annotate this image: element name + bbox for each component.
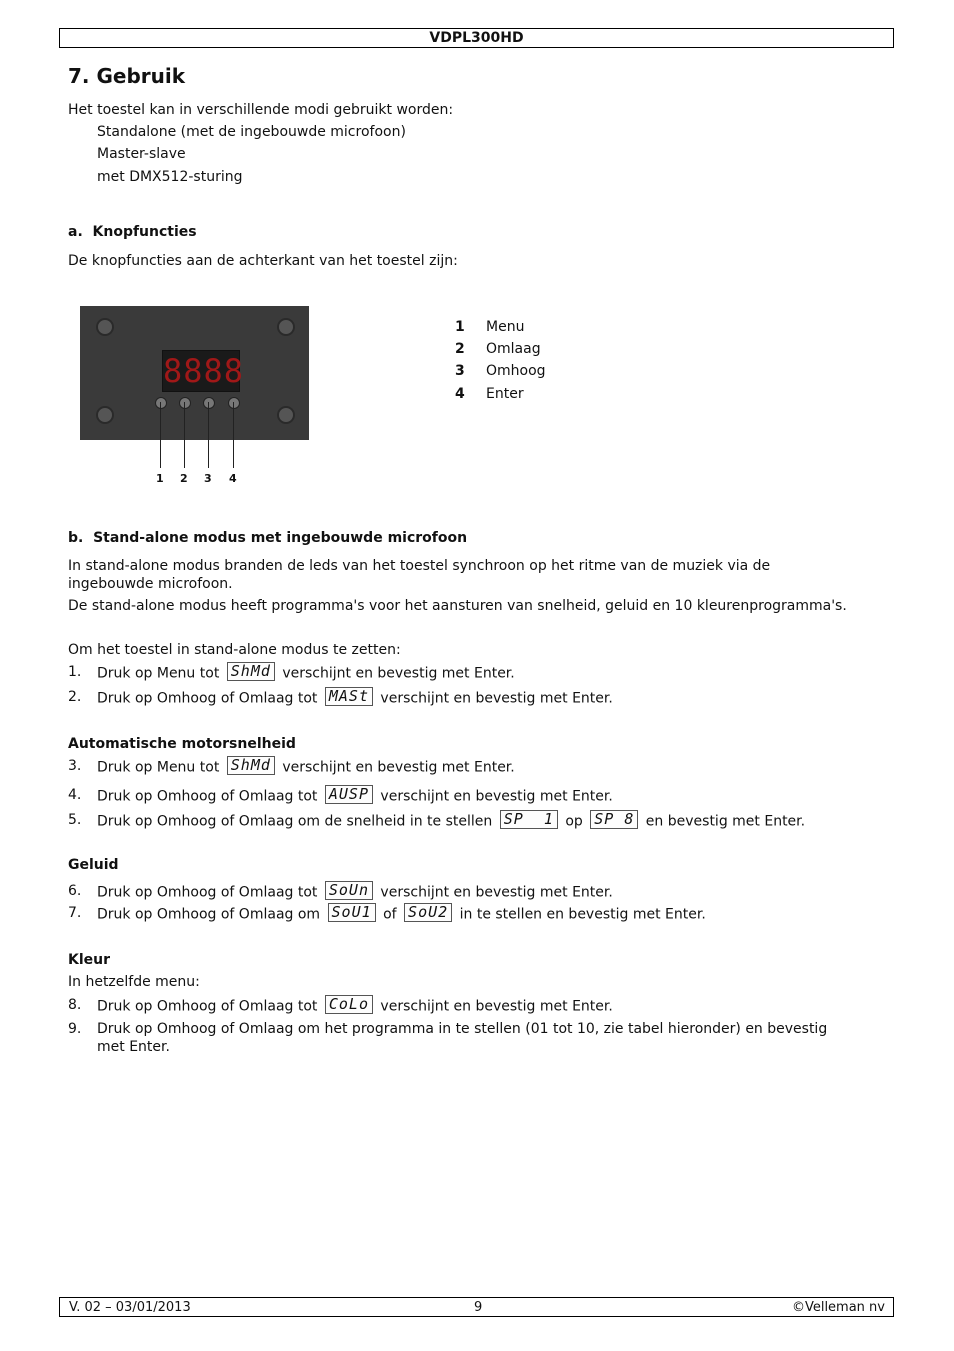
up-button [203,397,215,409]
step-5: Druk op Omhoog of Omlaag om de snelheid in te stellen SP 1 op SP 8 en bevestig met Enter. [97,810,806,830]
display-code: ShMd [227,756,275,775]
legend-label: Enter [486,386,524,402]
paragraph: Om het toestel in stand-alone modus te zetten: [68,642,401,658]
footer-company: ©Velleman nv [791,1300,885,1315]
step-number: 9. [68,1021,82,1037]
step-9-line: Druk op Omhoog of Omlaag om het programma in te stellen (01 tot 10, zie tabel hieronder) en bevestig [97,1021,828,1037]
leader-line [208,402,209,468]
enter-button [228,397,240,409]
heading-motor: Automatische motorsnelheid [68,736,296,752]
legend-number: 1 [455,319,465,335]
subsection-a-title: a. Knopfuncties [68,224,197,240]
intro-text: Het toestel kan in verschillende modi gebruikt worden: [68,102,454,118]
step-number: 3. [68,758,82,774]
step-number: 2. [68,689,82,705]
legend-number: 2 [455,341,465,357]
step-3: Druk op Menu tot ShMd verschijnt en bevestig met Enter. [97,756,515,776]
step-8: Druk op Omhoog of Omlaag tot CoLo verschijnt en bevestig met Enter. [97,995,613,1015]
down-button [179,397,191,409]
screw-icon [96,406,114,424]
step-4: Druk op Omhoog of Omlaag tot AUSP verschijnt en bevestig met Enter. [97,785,613,805]
legend-label: Omhoog [486,363,546,379]
display-code: SP 8 [590,810,638,829]
screw-icon [96,318,114,336]
menu-button [155,397,167,409]
leader-line [184,402,185,468]
led-display: 8888 [163,352,245,390]
step-number: 1. [68,664,82,680]
display-code: SP 1 [500,810,558,829]
footer-version: V. 02 – 03/01/2013 [69,1300,191,1315]
legend-number: 3 [455,363,465,379]
paragraph: In stand-alone modus branden de leds van het toestel synchroon op het ritme van de muziek via de [68,558,771,574]
leader-line [160,402,161,468]
paragraph: De stand-alone modus heeft programma's voor het aansturen van snelheid, geluid en 10 kleurenprogramma's. [68,598,847,614]
mode-item: met DMX512-sturing [97,169,243,185]
legend-number: 4 [455,386,465,402]
step-2: Druk op Omhoog of Omlaag tot MASt verschijnt en bevestig met Enter. [97,687,613,707]
mode-item: Standalone (met de ingebouwde microfoon) [97,124,406,140]
display-code: SoU1 [328,903,376,922]
step-number: 4. [68,787,82,803]
step-number: 6. [68,883,82,899]
panel-number: 1 [156,472,164,485]
panel-number: 3 [204,472,212,485]
step-number: 5. [68,812,82,828]
kleur-intro: In hetzelfde menu: [68,974,200,990]
step-6: Druk op Omhoog of Omlaag tot SoUn verschijnt en bevestig met Enter. [97,881,613,901]
subsection-a-text: De knopfuncties aan de achterkant van het toestel zijn: [68,253,458,269]
heading-kleur: Kleur [68,952,111,968]
legend-label: Omlaag [486,341,541,357]
screw-icon [277,318,295,336]
step-9-line: met Enter. [97,1039,170,1055]
page-footer [59,1297,894,1317]
panel-number: 2 [180,472,188,485]
legend-label: Menu [486,319,525,335]
leader-line [233,402,234,468]
panel-number: 4 [229,472,237,485]
section-title: 7. Gebruik [68,64,186,88]
control-panel-photo [80,306,309,440]
page-header: VDPL300HD [59,28,894,48]
subsection-b-title: b. Stand-alone modus met ingebouwde microfoon [68,530,468,546]
display-code: ShMd [227,662,275,681]
step-7: Druk op Omhoog of Omlaag om SoU1 of SoU2 in te stellen en bevestig met Enter. [97,903,706,923]
heading-geluid: Geluid [68,857,119,873]
step-1: Druk op Menu tot ShMd verschijnt en bevestig met Enter. [97,662,515,682]
display-code: SoU2 [404,903,452,922]
display-code: CoLo [325,995,373,1014]
footer-page-number: 9 [474,1300,483,1315]
mode-item: Master-slave [97,146,186,162]
step-number: 8. [68,997,82,1013]
display-code: MASt [325,687,373,706]
display-code: AUSP [325,785,373,804]
display-code: SoUn [325,881,373,900]
step-number: 7. [68,905,82,921]
paragraph: ingebouwde microfoon. [68,576,233,592]
screw-icon [277,406,295,424]
